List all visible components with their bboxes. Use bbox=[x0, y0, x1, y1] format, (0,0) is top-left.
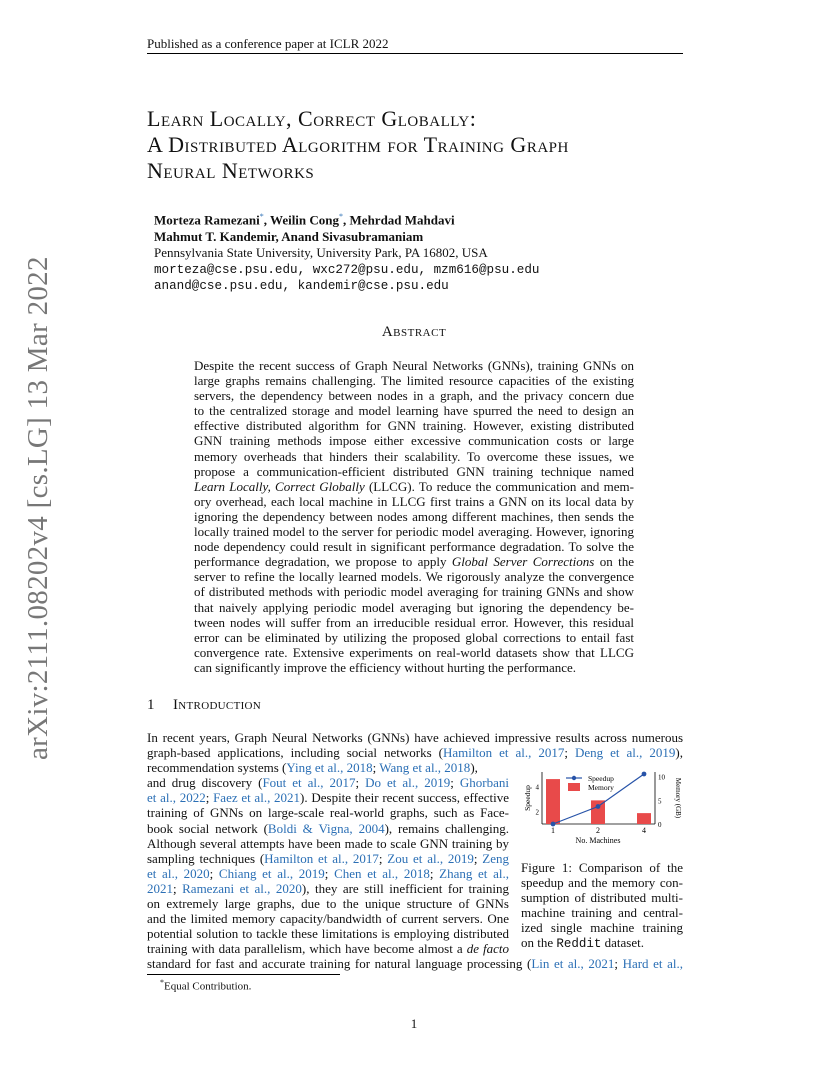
intro-line: Although several attempts have been made to scale GNN training by bbox=[147, 835, 509, 851]
section-title: Introduction bbox=[173, 697, 262, 713]
intro-line: and the limited memory capacity/bandwidth of current servers. One bbox=[147, 911, 509, 927]
abstract-heading: Abstract bbox=[381, 324, 447, 340]
x-axis-label: No. Machines bbox=[575, 836, 621, 845]
citation-link[interactable]: Deng et al., 2019 bbox=[574, 745, 676, 761]
citation-link[interactable]: Ramezani et al., 2020 bbox=[182, 880, 302, 896]
abstract-line: convergence rate. Extensive experiments on real-world datasets show that LLCG bbox=[194, 644, 634, 660]
citation-link[interactable]: Zeng bbox=[482, 850, 509, 866]
section-number: 1 bbox=[147, 697, 155, 713]
abstract-line: large graphs remains challenging. The limited resource capacities of the existing bbox=[194, 373, 634, 389]
abstract-line: performance degradation, we propose to apply Global Server Corrections on the bbox=[194, 554, 634, 570]
abstract-line: effective distributed algorithm for GNN training. However, existing distributed bbox=[194, 418, 634, 434]
abstract-line: servers, the dependency between nodes in a graph, and the privacy concern due bbox=[194, 388, 634, 404]
intro-line: graph-based applications, including social networks (Hamilton et al., 2017; Deng et al., 2019), bbox=[147, 745, 683, 761]
citation-link[interactable]: Chiang et al., 2019 bbox=[218, 865, 325, 881]
abstract-body bbox=[194, 358, 634, 675]
citation-link[interactable]: Wang et al., 2018 bbox=[379, 760, 471, 776]
intro-line: recommendation systems (Ying et al., 2018; Wang et al., 2018), bbox=[147, 760, 478, 776]
memory-bar bbox=[591, 800, 605, 824]
abstract-line: ignoring the dependency between nodes among different machines, then sends the bbox=[194, 508, 634, 524]
abstract-line: to the centralized storage and model learning have spurred the need to design an bbox=[194, 403, 634, 419]
abstract-line: Learn Locally, Correct Globally (LLCG). To reduce the communication and mem- bbox=[194, 478, 634, 494]
right-tick-label: 10 bbox=[658, 773, 665, 782]
abstract-line: GNN training methods impose either excessive communication costs or large bbox=[194, 433, 634, 449]
citation-link[interactable]: 2021 bbox=[147, 880, 173, 896]
page-number: 1 bbox=[410, 1016, 418, 1031]
citation-link[interactable]: et al., 2022 bbox=[147, 790, 206, 806]
intro-line: training with data parallelism, which have become almost a de facto bbox=[147, 941, 510, 957]
speedup-point bbox=[596, 804, 601, 809]
citation-link[interactable]: Hamilton et al., 2017 bbox=[264, 850, 379, 866]
citation-link[interactable]: Do et al., 2019 bbox=[365, 775, 451, 791]
x-tick-label: 1 bbox=[551, 826, 555, 835]
intro-line: book social network (Boldi & Vigna, 2004), remains challenging. bbox=[147, 820, 509, 836]
citation-link[interactable]: Boldi & Vigna, 2004 bbox=[267, 820, 385, 836]
email-line-1: morteza@cse.psu.edu, wxc272@psu.edu, mzm616@psu.edu bbox=[154, 262, 540, 277]
running-header: Published as a conference paper at ICLR 2022 bbox=[147, 36, 389, 51]
legend-label: Memory bbox=[588, 783, 614, 792]
citation-link[interactable]: Faez et al., 2021 bbox=[213, 790, 301, 806]
figure-caption: Figure 1: Comparison of the speedup and the memory con- sumption of distributed multi- machine training and central- ized single machine training on the Reddit dataset. bbox=[521, 860, 683, 952]
speedup-point bbox=[642, 772, 647, 777]
title-line-3: Neural Networks bbox=[147, 158, 315, 183]
right-tick-label: 5 bbox=[658, 797, 662, 806]
right-tick-label: 0 bbox=[658, 821, 662, 829]
right-axis-label: Memory (GB) bbox=[674, 777, 682, 819]
author-block bbox=[154, 209, 539, 295]
header-rule bbox=[147, 53, 683, 54]
section-heading bbox=[147, 697, 261, 714]
intro-line: standard for fast and accurate training for natural language processing (Lin et al., 2021; Hard et al., bbox=[147, 956, 683, 972]
left-axis-label: Speedup bbox=[523, 785, 532, 811]
affiliation: Pennsylvania State University, University Park, PA 16802, USA bbox=[154, 245, 488, 261]
memory-bar bbox=[637, 813, 651, 824]
abstract-line: node dependency could result in significant performance degradation. To solve the bbox=[194, 539, 634, 555]
abstract-line: error can be eliminated by utilizing the proposed global corrections to entail fast bbox=[194, 629, 634, 645]
citation-link[interactable]: Hamilton et al., 2017 bbox=[443, 745, 565, 761]
intro-line: on extremely large graphs, due to the unique structure of GNNs bbox=[147, 896, 509, 912]
intro-line: and drug discovery (Fout et al., 2017; Do et al., 2019; Ghorbani bbox=[147, 775, 510, 791]
citation-link[interactable]: Hard et al., bbox=[622, 956, 683, 972]
author-line-1: Morteza Ramezani*, Weilin Cong*, Mehrdad Mahdavi bbox=[154, 212, 455, 228]
footnote: *Equal Contribution. bbox=[160, 978, 252, 993]
intro-line: training of GNNs on large-scale real-world graphs, such as Face- bbox=[147, 805, 509, 821]
citation-link[interactable]: Chen et al., 2018 bbox=[334, 865, 430, 881]
x-tick-label: 2 bbox=[596, 826, 600, 835]
citation-link[interactable]: Zou et al., 2019 bbox=[387, 850, 474, 866]
intro-line: potential solution to tackle these limitations is employing distributed bbox=[147, 926, 509, 942]
author-line-2: Mahmut T. Kandemir, Anand Sivasubramaniam bbox=[154, 228, 424, 244]
memory-bar bbox=[546, 779, 560, 824]
legend-marker-icon bbox=[572, 776, 576, 780]
abstract-line: of distributed methods with periodic model averaging for training GNNs and show bbox=[194, 584, 634, 600]
intro-line: In recent years, Graph Neural Networks (GNNs) have achieved impressive results across numerous bbox=[147, 730, 683, 745]
abstract-line: propose a communication-efficient distributed GNN training technique named bbox=[194, 463, 634, 479]
citation-link[interactable]: Ghorbani bbox=[459, 775, 510, 791]
abstract-line: can significantly improve the efficiency without hurting the performance. bbox=[194, 659, 577, 675]
abstract-line: memory overheads that hinders their scalability. To overcome these issues, we bbox=[194, 448, 634, 464]
intro-line: et al., 2022; Faez et al., 2021). Despite their recent success, effective bbox=[147, 790, 509, 806]
legend-label: Speedup bbox=[588, 774, 614, 783]
abstract-line: locally trained model to the server for periodic model averaging. However, ignoring bbox=[194, 524, 634, 540]
email-line-2: anand@cse.psu.edu, kandemir@cse.psu.edu bbox=[154, 279, 449, 294]
x-tick-label: 4 bbox=[642, 826, 646, 835]
figure-1-chart bbox=[520, 768, 680, 844]
intro-line: 2021; Ramezani et al., 2020), they are still inefficient for training bbox=[147, 880, 509, 896]
citation-link[interactable]: Lin et al., 2021 bbox=[531, 956, 615, 972]
abstract-line: Despite the recent success of Graph Neural Networks (GNNs), training GNNs on bbox=[194, 358, 634, 373]
paper-title bbox=[147, 106, 569, 184]
footnote-rule bbox=[147, 974, 340, 975]
left-tick-label: 2 bbox=[535, 808, 539, 817]
abstract-line: that naively applying periodic model averaging but ignoring the dependency be- bbox=[194, 599, 634, 615]
arxiv-stamp: arXiv:2111.08202v4 [cs.LG] 13 Mar 2022 bbox=[22, 256, 54, 760]
left-tick-label: 4 bbox=[535, 783, 539, 792]
title-line-1: Learn Locally, Correct Globally: bbox=[147, 106, 477, 131]
citation-link[interactable]: et al., 2020 bbox=[147, 865, 210, 881]
citation-link[interactable]: Ying et al., 2018 bbox=[286, 760, 373, 776]
citation-link[interactable]: Fout et al., 2017 bbox=[262, 775, 356, 791]
citation-link[interactable]: Zhang et al., bbox=[439, 865, 509, 881]
intro-line: sampling techniques (Hamilton et al., 2017; Zou et al., 2019; Zeng bbox=[147, 850, 509, 866]
intro-line: et al., 2020; Chiang et al., 2019; Chen et al., 2018; Zhang et al., bbox=[147, 865, 509, 881]
abstract-line: server to refine the locally learned models. We rigorously analyze the convergence bbox=[194, 569, 634, 585]
abstract-line: ory overhead, each local machine in LLCG first trains a GNN on its local data by bbox=[194, 493, 634, 509]
legend-swatch-icon bbox=[568, 783, 580, 791]
title-line-2: A Distributed Algorithm for Training Graph bbox=[147, 132, 569, 157]
abstract-line: tween nodes will suffer from an irreducible residual error. However, this residual bbox=[194, 614, 634, 630]
